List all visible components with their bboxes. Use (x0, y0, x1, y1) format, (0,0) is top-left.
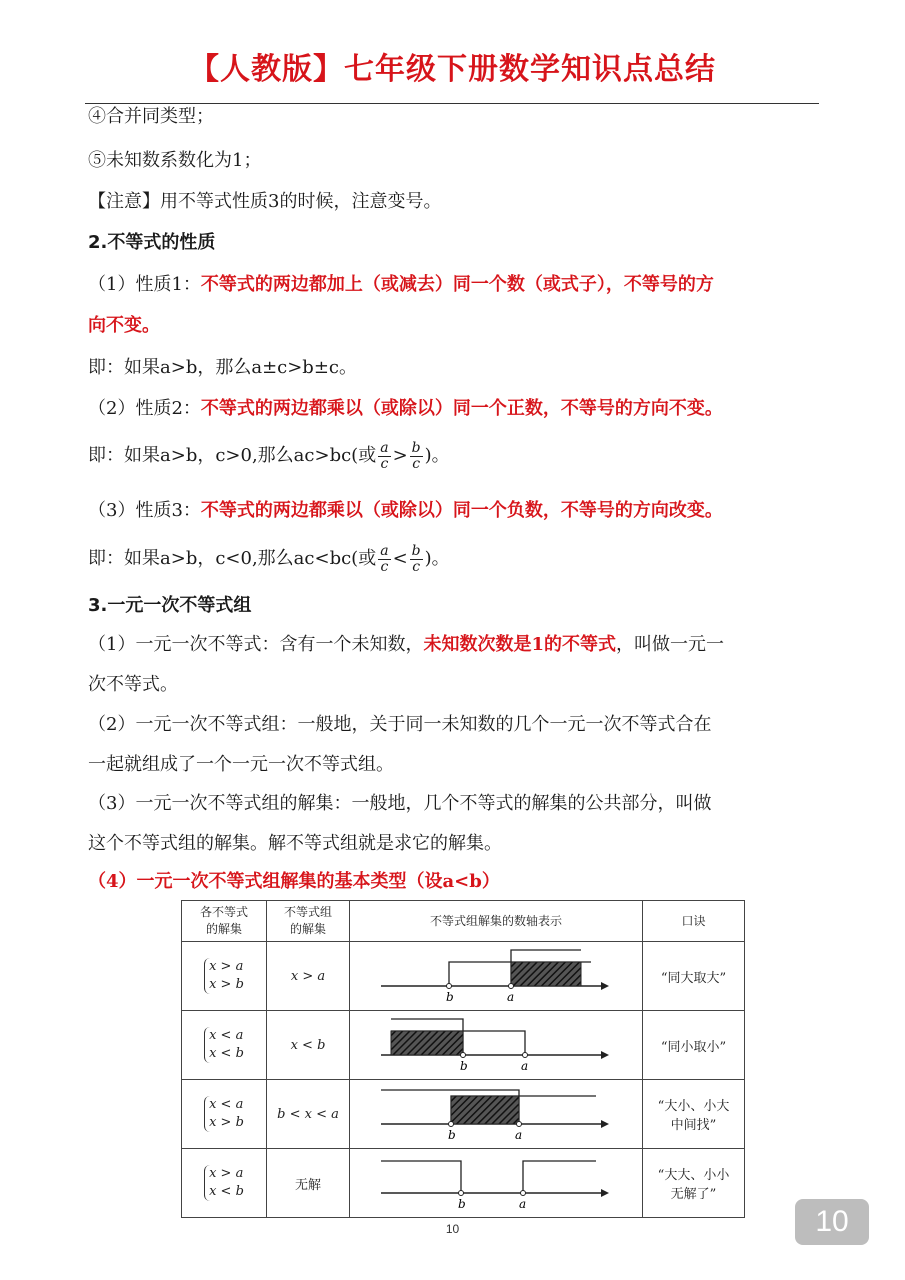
property-3-example (88, 539, 450, 579)
number-line-diagram (351, 942, 641, 1006)
page-title: 【人教版】七年级下册数学知识点总结 (189, 52, 716, 87)
table-header-row (182, 901, 745, 942)
svg-text:b: b (460, 1059, 468, 1073)
definition-1-highlight: 未知数次数是1的不等式 (423, 634, 616, 655)
definition-2: （2）一元一次不等式组：一般地，关于同一未知数的几个一元一次不等式合在 (88, 714, 712, 735)
property-1-text: 不等式的两边都加上（或减去）同一个数（或式子），不等号的方 (200, 274, 714, 295)
section-3-heading: 3.一元一次不等式组 (88, 595, 252, 616)
solution-cell: x < b (267, 1011, 350, 1080)
definition-4: （4）一元一次不等式组解集的基本类型（设a<b） (88, 871, 500, 892)
property-3-operator: < (392, 548, 408, 569)
numberline-cell (350, 1149, 643, 1218)
svg-text:b: b (448, 1128, 456, 1142)
property-2-example (88, 436, 450, 476)
table-row (182, 1080, 745, 1149)
definition-1 (88, 625, 724, 665)
definition-2-cont: 一起就组成了一个一元一次不等式组。 (88, 754, 394, 775)
property-1-cont (88, 306, 160, 346)
svg-text:a: a (515, 1128, 523, 1142)
definition-1-pre: （1）一元一次不等式：含有一个未知数， (88, 634, 424, 655)
fraction-b-over-c: $\frac{b}{c}$ (411, 439, 421, 472)
definition-3: （3）一元一次不等式组的解集：一般地，几个不等式的解集的公共部分，叫做 (88, 793, 712, 814)
property-3-example-post: )。 (424, 548, 450, 569)
property-2-label: （2）性质2： (88, 398, 201, 419)
property-1 (88, 265, 714, 305)
step-4: ④合并同类型； (88, 106, 214, 127)
note: 【注意】用不等式性质3的时候，注意变号。 (88, 191, 442, 212)
system-cell: x > a x < b (182, 1149, 267, 1218)
property-2-text: 不等式的两边都乘以（或除以）同一个正数，不等号的方向不变。 (200, 398, 723, 419)
solution-cell: x > a (267, 942, 350, 1011)
number-line-diagram (351, 1011, 641, 1075)
property-2-example-post: )。 (424, 445, 450, 466)
rhyme-cell: “大小、小大 中间找” (643, 1080, 745, 1149)
definition-3-cont: 这个不等式组的解集。解不等式组就是求它的解集。 (88, 833, 502, 854)
svg-text:a: a (507, 990, 515, 1004)
numberline-cell (350, 942, 643, 1011)
col-header-system: 不等式组 的解集 (267, 901, 350, 942)
section-2-heading: 2.不等式的性质 (88, 232, 216, 253)
fraction-a-over-c: $\frac{a}{c}$ (380, 542, 389, 575)
page-number: 10 (445, 1222, 460, 1236)
step-5: ⑤未知数系数化为1； (88, 150, 262, 171)
number-line-diagram (351, 1149, 641, 1213)
rhyme-cell: “大大、小小 无解了” (643, 1149, 745, 1218)
number-line-diagram (351, 1080, 641, 1144)
rhyme-cell: “同大取大” (643, 942, 745, 1011)
rhyme-cell: “同小取小” (643, 1011, 745, 1080)
system-cell: x < a x > b (182, 1080, 267, 1149)
solution-cell: b < x < a (267, 1080, 350, 1149)
property-3-label: （3）性质3： (88, 500, 201, 521)
property-2 (88, 389, 723, 429)
numberline-cell (350, 1011, 643, 1080)
table-row (182, 942, 745, 1011)
svg-text:b: b (458, 1197, 466, 1211)
numberline-cell (350, 1080, 643, 1149)
property-3-text: 不等式的两边都乘以（或除以）同一个负数，不等号的方向改变。 (200, 500, 723, 521)
col-header-numberline: 不等式组解集的数轴表示 (350, 901, 643, 942)
svg-text:b: b (446, 990, 454, 1004)
property-3-example-pre: 即：如果a>b，c<0,那么ac<bc(或 (88, 548, 377, 569)
property-2-example-pre: 即：如果a>b，c>0,那么ac>bc(或 (88, 445, 377, 466)
property-3 (88, 491, 723, 531)
svg-text:a: a (519, 1197, 527, 1211)
definition-1-cont: 次不等式。 (88, 674, 178, 695)
table-row (182, 1149, 745, 1218)
property-2-operator: > (392, 445, 408, 466)
definition-1-post: ，叫做一元一 (615, 634, 724, 655)
system-cell: x > a x > b (182, 942, 267, 1011)
fraction-b-over-c: $\frac{b}{c}$ (411, 542, 421, 575)
col-header-each: 各不等式 的解集 (182, 901, 267, 942)
solution-types-table (181, 900, 745, 1218)
svg-text:a: a (521, 1059, 529, 1073)
property-1-label: （1）性质1： (88, 274, 201, 295)
solution-cell: 无解 (267, 1149, 350, 1218)
table-row (182, 1011, 745, 1080)
col-header-rhyme: 口诀 (643, 901, 745, 942)
system-cell: x < a x < b (182, 1011, 267, 1080)
property-1-text-cont: 向不变。 (88, 315, 160, 336)
property-1-example: 即：如果a>b，那么a±c>b±c。 (88, 357, 357, 378)
fraction-a-over-c: $\frac{a}{c}$ (380, 439, 389, 472)
page-badge: 10 (795, 1199, 869, 1245)
